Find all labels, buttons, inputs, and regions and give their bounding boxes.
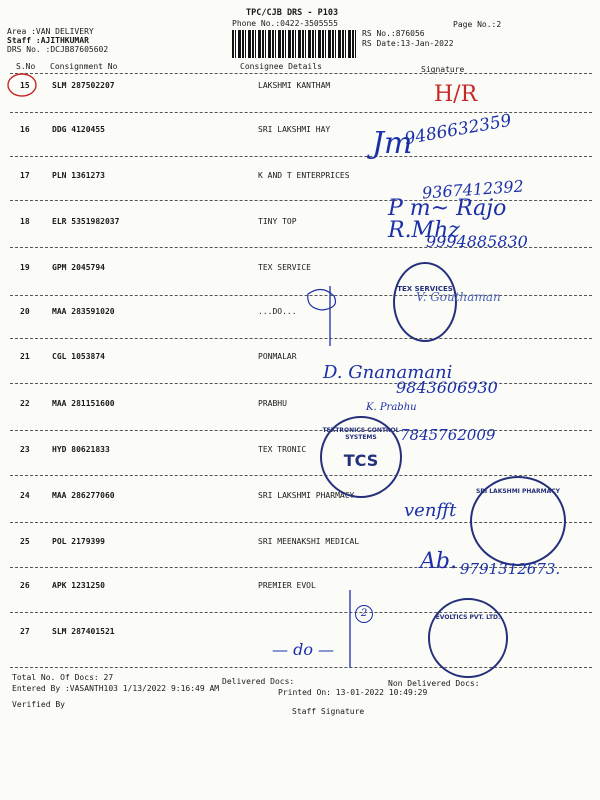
row-consignee: SRI MEENAKSHI MEDICAL xyxy=(258,537,360,546)
row-divider xyxy=(10,383,592,384)
document-title: TPC/CJB DRS - P103 xyxy=(246,8,339,18)
row-consignment: POL 2179399 xyxy=(52,537,105,546)
row-sno: 21 xyxy=(20,352,30,361)
row-sno: 19 xyxy=(20,263,30,272)
circle-mark: 2 xyxy=(355,605,373,623)
page-number: Page No.:2 xyxy=(453,20,502,29)
signature-19: V. Gouthaman xyxy=(416,290,501,304)
row-consignment: CGL 1053874 xyxy=(52,352,105,361)
row-consignment: PLN 1361273 xyxy=(52,171,105,180)
table-row xyxy=(0,217,600,231)
col-consignee: Consignee Details xyxy=(240,62,322,71)
tcs-stamp-logo: TCS xyxy=(343,451,379,470)
row-sno: 18 xyxy=(20,217,30,226)
row-consignee: PREMIER EVOL xyxy=(258,581,316,590)
phone-22: 7845762009 xyxy=(400,426,496,444)
row-divider xyxy=(10,475,592,476)
row-divider xyxy=(10,667,592,668)
signature-17: P m~ Rajo xyxy=(388,196,507,221)
row-divider xyxy=(10,430,592,431)
table-row xyxy=(0,627,600,641)
row-consignment: MAA 281151600 xyxy=(52,399,115,408)
rs-number: RS No.:876056 xyxy=(362,29,425,38)
row-consignee: ...DO... xyxy=(258,307,297,316)
row-sno: 15 xyxy=(20,81,30,90)
row-consignee: PRABHU xyxy=(258,399,287,408)
evol-stamp xyxy=(428,598,508,678)
table-row xyxy=(0,81,600,95)
entered-by: Entered By :VASANTH103 1/13/2022 9:16:49 AM xyxy=(12,684,220,693)
rs-date: RS Date:13-Jan-2022 xyxy=(362,39,454,48)
pharmacy-stamp xyxy=(470,476,566,566)
signature-21: D. Gnanamani xyxy=(323,362,453,383)
signature-25: Ab. xyxy=(420,549,457,574)
row-consignment: SLM 287502207 xyxy=(52,81,115,90)
pharmacy-stamp-text: SRI LAKSHMI PHARMACY xyxy=(475,488,561,495)
phone-21: 9843606930 xyxy=(396,378,498,397)
tcs-stamp-ring-text: TEXTRONICS CONTROL SYSTEMS xyxy=(322,427,400,441)
do-bracket-27 xyxy=(340,590,360,670)
signature-16: Jm xyxy=(372,126,413,161)
row-consignment: MAA 286277060 xyxy=(52,491,115,500)
drs-number: DRS No. :DCJB87605602 xyxy=(7,45,109,54)
delivered-docs-label: Delivered Docs: xyxy=(222,677,295,686)
tcs-stamp xyxy=(320,416,402,498)
row-consignee: PONMALAR xyxy=(258,352,297,361)
row-consignment: MAA 283591020 xyxy=(52,307,115,316)
row-consignment: HYD 80621833 xyxy=(52,445,110,454)
row-consignee: TEX TRONIC xyxy=(258,445,307,454)
phone-16: 9486632359 xyxy=(403,110,514,150)
row-sno: 24 xyxy=(20,491,30,500)
row-consignment: ELR 5351982037 xyxy=(52,217,120,226)
col-consignment: Consignment No xyxy=(50,62,118,71)
row-consignee: SRI LAKSHMI PHARMACY xyxy=(258,491,355,500)
phone-17: 9367412392 xyxy=(421,176,525,203)
phone-25: 9791312673. xyxy=(460,560,561,578)
table-row xyxy=(0,263,600,277)
col-sno: S.No xyxy=(16,62,36,71)
row-sno: 16 xyxy=(20,125,30,134)
row-sno: 25 xyxy=(20,537,30,546)
tex-service-stamp-text: TEX SERVICES xyxy=(397,285,453,293)
ditto-27: — do — xyxy=(272,640,335,659)
row-sno: 17 xyxy=(20,171,30,180)
row-sno: 27 xyxy=(20,627,30,636)
row-divider xyxy=(10,612,592,613)
barcode xyxy=(232,30,356,58)
signature-18: R.Mhz xyxy=(388,218,460,243)
verified-by-label: Verified By xyxy=(12,700,65,709)
table-row xyxy=(0,581,600,595)
total-docs: Total No. Of Docs: 27 xyxy=(12,673,114,682)
table-row xyxy=(0,399,600,413)
row-consignee: TEX SERVICE xyxy=(258,263,311,272)
non-delivered-docs-label: Non Delivered Docs: xyxy=(388,679,480,688)
staff-signature-label: Staff Signature xyxy=(292,707,365,716)
signature-22: K. Prabhu xyxy=(366,402,417,413)
staff-label: Staff :AJITHKUMAR xyxy=(7,36,89,45)
area-label: Area :VAN DELIVERY xyxy=(7,27,94,36)
table-row xyxy=(0,445,600,459)
hr-mark: H/R xyxy=(434,82,478,107)
header-divider xyxy=(10,73,592,74)
phone-number: Phone No.:0422-3505555 xyxy=(232,19,338,28)
row-consignment: DDG 4120455 xyxy=(52,125,105,134)
row-consignee: TINY TOP xyxy=(258,217,297,226)
printed-on: Printed On: 13-01-2022 10:49:29 xyxy=(278,688,428,697)
row-sno: 23 xyxy=(20,445,30,454)
phone-18: 9994885830 xyxy=(426,232,528,251)
row-consignee: LAKSHMI KANTHAM xyxy=(258,81,331,90)
row-consignee: SRI LAKSHMI HAY xyxy=(258,125,331,134)
row-15-circle-mark xyxy=(5,70,41,100)
row-consignment: APK 1231250 xyxy=(52,581,105,590)
row-divider xyxy=(10,156,592,157)
row-consignment: GPM 2045794 xyxy=(52,263,105,272)
signature-24: venfft xyxy=(404,500,457,521)
row-sno: 26 xyxy=(20,581,30,590)
row-sno: 22 xyxy=(20,399,30,408)
do-bracket-mark xyxy=(300,286,360,356)
evol-stamp-text: EVOLTICS PVT. LTD. xyxy=(435,614,501,621)
row-consignment: SLM 287401521 xyxy=(52,627,115,636)
col-signature: Signature xyxy=(421,65,465,74)
row-sno: 20 xyxy=(20,307,30,316)
row-consignee: K AND T ENTERPRICES xyxy=(258,171,350,180)
